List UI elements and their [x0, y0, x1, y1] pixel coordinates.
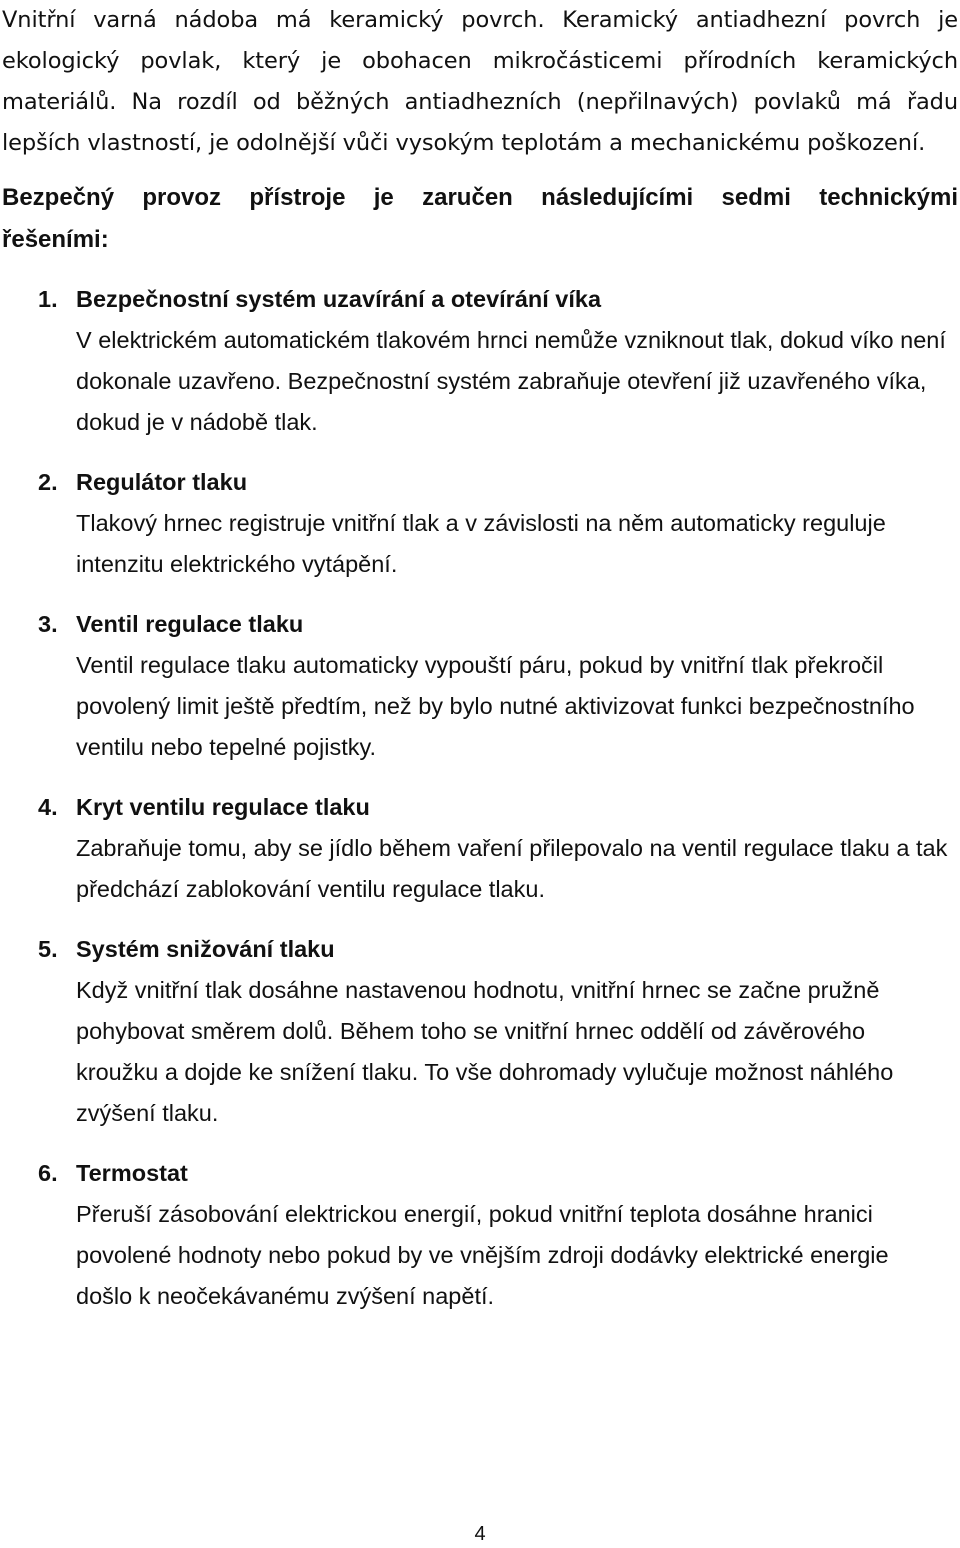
item-title: Bezpečnostní systém uzavírání a otevírání víka [76, 286, 602, 312]
intro-paragraph: Vnitřní varná nádoba má keramický povrch. Keramický antiadhezní povrch je ekologický povlak, který je obohacen mikročásticemi přírodních keramických materiálů. Na rozdíl od běžných antiadhezních (nepřilnavých) povlaků má řadu lepších vlastností, je odolnější vůči vysokým teplotám a mechanickému poškození. [2, 7, 958, 156]
item-number: 5. [38, 936, 58, 962]
list-item [2, 462, 958, 585]
item-title: Ventil regulace tlaku [76, 611, 304, 637]
list-item [2, 1153, 958, 1317]
list-item [2, 604, 958, 768]
item-text: Zabraňuje tomu, aby se jídlo během vaření přilepovalo na ventil regulace tlaku a tak předchází zablokování ventilu regulace tlaku. [76, 835, 948, 902]
safety-features-list [2, 279, 958, 1317]
item-number: 6. [38, 1160, 58, 1186]
item-title: Systém snižování tlaku [76, 936, 335, 962]
item-text: V elektrickém automatickém tlakovém hrnci nemůže vzniknout tlak, dokud víko není dokonale uzavřeno. Bezpečnostní systém zabraňuje otevření již uzavřeného víka, dokud je v nádobě tlak. [76, 327, 946, 435]
item-text: Přeruší zásobování elektrickou energií, pokud vnitřní teplota dosáhne hranici povolené hodnoty nebo pokud by ve vnějším zdroji dodávky elektrické energie došlo k neočekávanému zvýšení napětí. [76, 1201, 889, 1309]
item-text: Ventil regulace tlaku automaticky vypouští páru, pokud by vnitřní tlak překročil povolený limit ještě předtím, než by bylo nutné aktivizovat funkci bezpečnostního ventilu nebo tepelné pojistky. [76, 652, 915, 760]
item-number: 1. [38, 286, 58, 312]
list-item [2, 929, 958, 1134]
page-number: 4 [474, 1523, 486, 1545]
item-title: Regulátor tlaku [76, 469, 248, 495]
item-number: 4. [38, 794, 58, 820]
list-item [2, 279, 958, 443]
list-item [2, 787, 958, 910]
item-text: Když vnitřní tlak dosáhne nastavenou hodnotu, vnitřní hrnec se začne pružně pohybovat směrem dolů. Během toho se vnitřní hrnec oddělí od závěrového kroužku a dojde ke snížení tlaku. To vše dohromady vylučuje možnost náhlého zvýšení tlaku. [76, 977, 894, 1126]
item-text: Tlakový hrnec registruje vnitřní tlak a v závislosti na něm automaticky reguluje intenzitu elektrického vytápění. [76, 510, 886, 577]
item-title: Termostat [76, 1160, 188, 1186]
item-number: 3. [38, 611, 58, 637]
item-title: Kryt ventilu regulace tlaku [76, 794, 370, 820]
item-number: 2. [38, 469, 58, 495]
safety-lead-heading: Bezpečný provoz přístroje je zaručen následujícími sedmi technickými řešeními: [2, 184, 958, 253]
